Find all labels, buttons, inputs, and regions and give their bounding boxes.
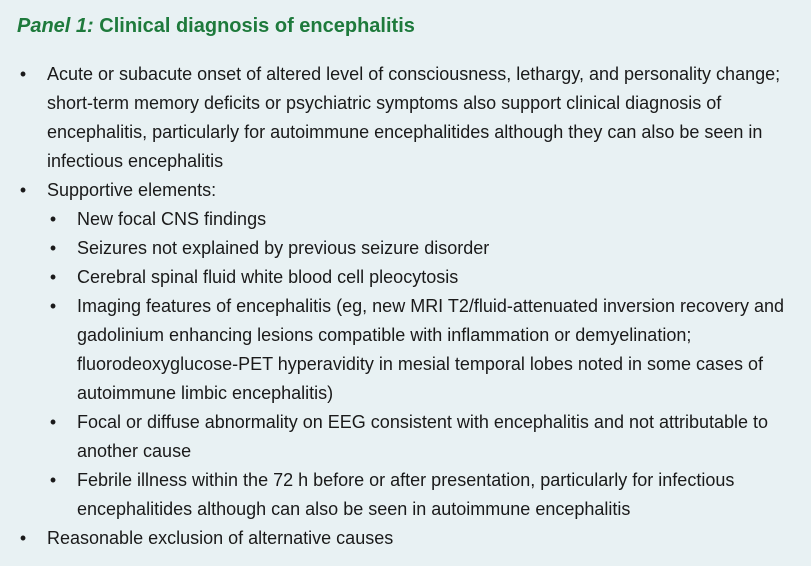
sub-list-item-text: Cerebral spinal fluid white blood cell pleocytosis: [77, 267, 459, 287]
sub-list-item-text: Imaging features of encephalitis (eg, new MRI T2/fluid-attenuated inversion recovery and gadolinium enhancing lesions compatible with inflammation or demyelination; fluorodeoxyglucose-PET hyperavidity in mesial temporal lobes noted in some cases of autoimmune limbic encephalitis): [77, 296, 785, 403]
bullet-icon: •: [19, 528, 27, 548]
bullet-icon: •: [49, 267, 57, 287]
bullet-icon: •: [49, 296, 57, 316]
sub-list-item-text: Seizures not explained by previous seizure disorder: [77, 238, 490, 258]
sub-list-item-text: Focal or diffuse abnormality on EEG consistent with encephalitis and not attributable to another cause: [77, 412, 769, 461]
bullet-icon: •: [49, 238, 57, 258]
panel-title: [17, 14, 793, 38]
panel-title-text: Clinical diagnosis of encephalitis: [93, 15, 415, 37]
sub-list-item: [47, 408, 793, 466]
bullet-icon: •: [49, 470, 57, 490]
sub-list-item: [47, 234, 793, 263]
sub-list-item: [47, 292, 793, 408]
sub-list-item: [47, 263, 793, 292]
criteria-list: [17, 60, 793, 553]
sub-list-item-text: Febrile illness within the 72 h before or after presentation, particularly for infectious encephalitides although can also be seen in autoimmune encephalitis: [77, 470, 735, 519]
list-item-text: Acute or subacute onset of altered level of consciousness, lethargy, and personality change; short-term memory deficits or psychiatric symptoms also support clinical diagnosis of encephalitis, particularly for autoimmune encephalitides although they can also be seen in infectious encephalitis: [47, 64, 781, 171]
list-item: [17, 176, 793, 524]
list-item: [17, 524, 793, 553]
list-item: [17, 60, 793, 176]
panel-label: Panel 1:: [17, 15, 94, 37]
supportive-elements-list: [47, 205, 793, 524]
sub-list-item-text: New focal CNS findings: [77, 209, 267, 229]
bullet-icon: •: [49, 209, 57, 229]
sub-list-item: [47, 466, 793, 524]
bullet-icon: •: [49, 412, 57, 432]
bullet-icon: •: [19, 180, 27, 200]
sub-list-item: [47, 205, 793, 234]
list-item-text: Supportive elements:: [47, 180, 217, 200]
list-item-text: Reasonable exclusion of alternative causes: [47, 528, 394, 548]
bullet-icon: •: [19, 64, 27, 84]
